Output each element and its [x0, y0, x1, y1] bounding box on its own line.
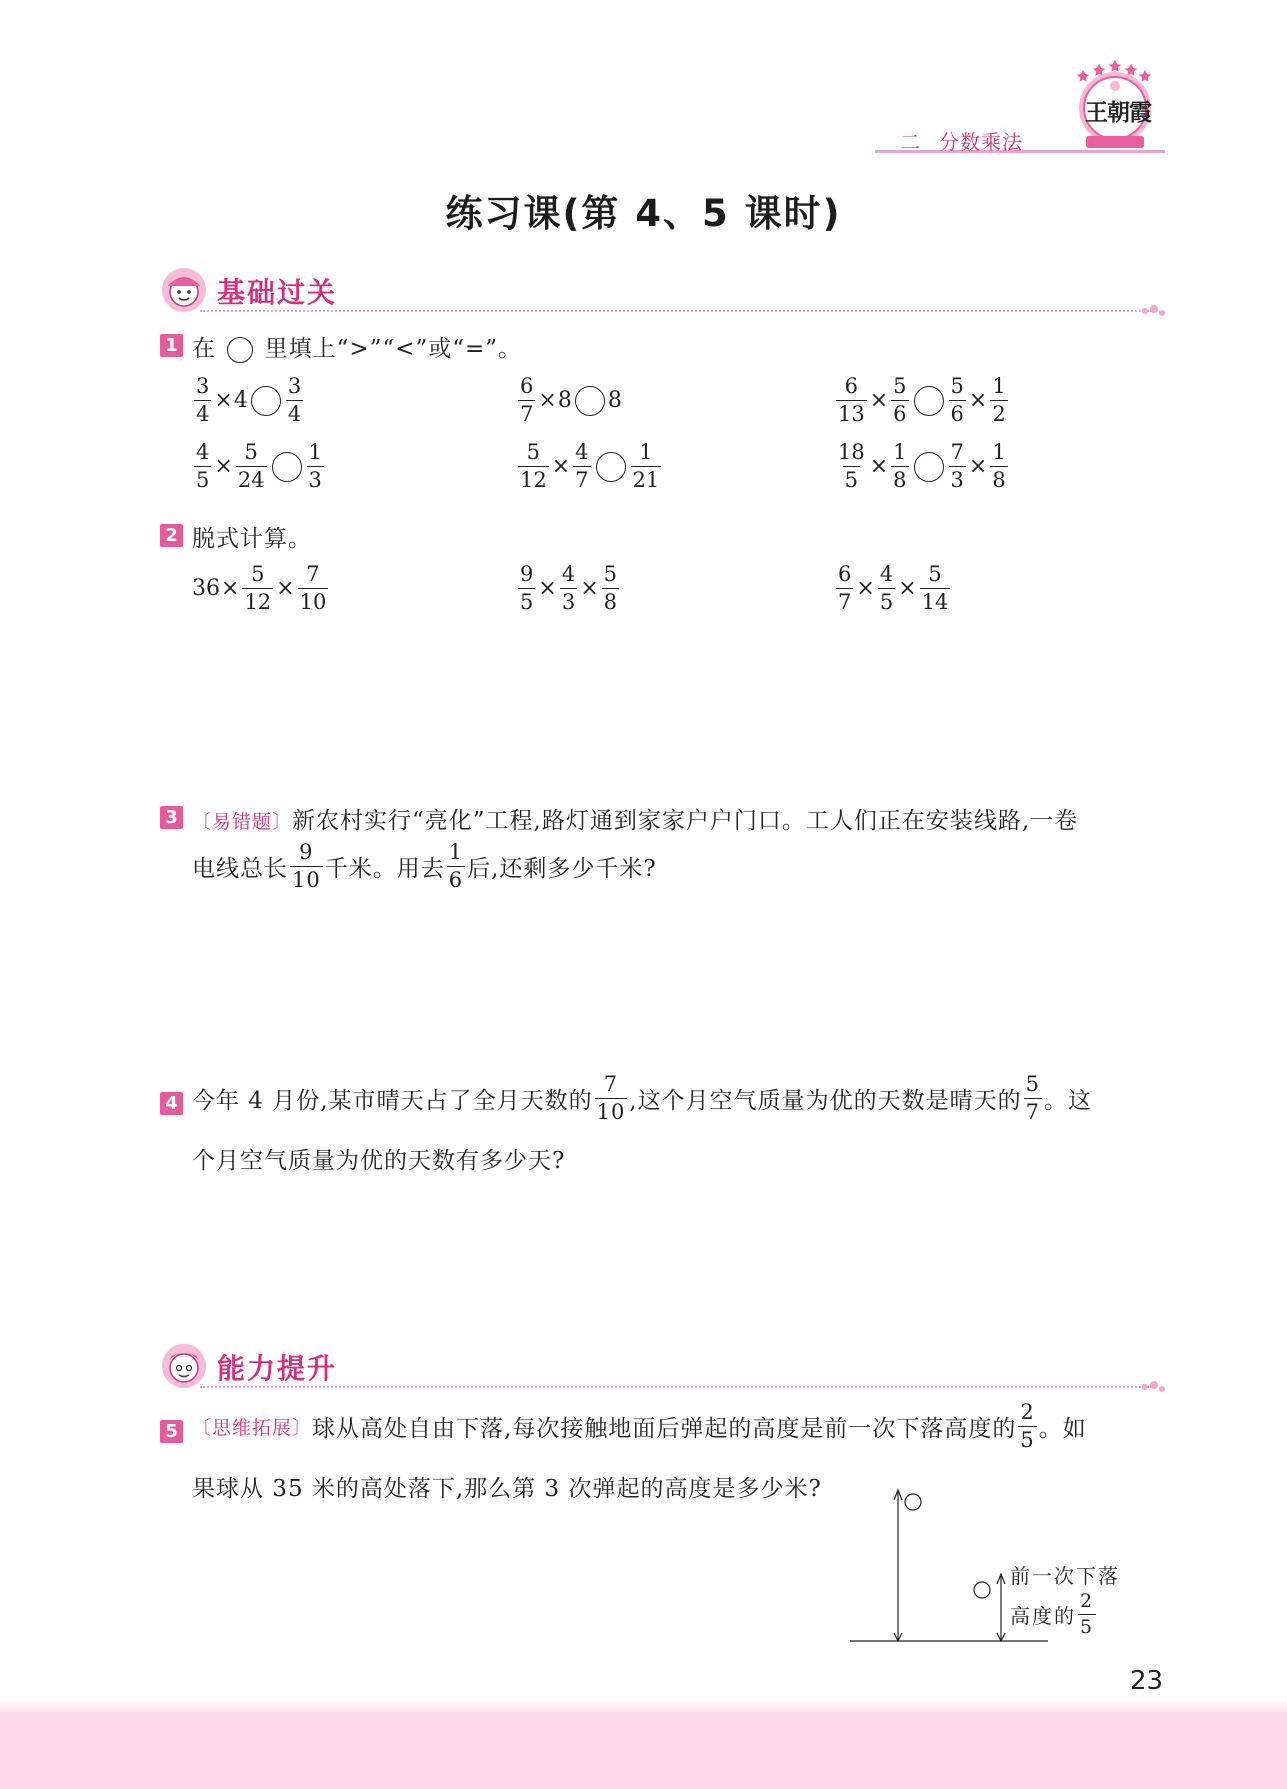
answer-circle[interactable]	[914, 386, 944, 416]
numerator: 1	[308, 440, 322, 464]
q5-tag: 〔思维拓展〕	[192, 1417, 313, 1439]
blank-circle[interactable]	[227, 337, 253, 363]
header-section-title	[900, 126, 1023, 155]
numerator: 7	[306, 562, 320, 586]
fraction	[286, 376, 303, 425]
q2-expr-1: 36 × $\frac{5}{12}$ × $\frac{7}{10}$	[192, 562, 327, 614]
question-number-1: 1	[160, 334, 183, 357]
numerator: 1	[448, 840, 464, 864]
q3-text: 新农村实行“亮化”工程,路灯通到家家户户门口。工人们正在安装线路,一卷	[292, 808, 1079, 834]
decorative-dots-icon	[1140, 1380, 1166, 1394]
fraction	[447, 842, 465, 891]
denominator: 10	[596, 1100, 626, 1124]
denominator: 8	[893, 468, 907, 492]
multiply-sign: ×	[869, 454, 889, 479]
diagram-label-line-1: 前一次下落	[1010, 1564, 1120, 1588]
fraction	[236, 442, 267, 491]
numerator: 4	[879, 562, 894, 586]
numerator: 1	[893, 440, 907, 464]
numerator: 18	[838, 440, 865, 464]
denominator: 8	[603, 590, 617, 614]
q1-expr-1-2: $\frac{6}{7}$ × 8 8	[520, 374, 622, 426]
fraction	[518, 564, 535, 613]
numerator: 3	[287, 374, 302, 398]
denominator: 5	[844, 468, 859, 492]
numerator: 6	[844, 374, 859, 398]
section-title-advanced: 能力提升	[217, 1352, 338, 1385]
page-number: 23	[1130, 1666, 1164, 1696]
q1-expr-2-2	[516, 442, 663, 491]
fraction	[836, 442, 867, 491]
denominator: 8	[992, 468, 1006, 492]
fraction	[1024, 1074, 1042, 1123]
fraction	[518, 442, 549, 491]
multiply-sign: ×	[898, 576, 917, 601]
fraction	[891, 442, 908, 491]
multiply-sign: ×	[214, 454, 233, 479]
q3-tag: 〔易错题〕	[192, 811, 293, 833]
denominator: 3	[950, 468, 964, 492]
denominator: 3	[308, 468, 322, 492]
question-number-3: 3	[160, 806, 183, 829]
denominator: 10	[292, 868, 321, 892]
footer-band	[0, 1712, 1287, 1789]
denominator: 7	[1025, 1100, 1040, 1124]
q2-expr-2	[516, 564, 621, 613]
numerator: 6	[520, 374, 534, 398]
fraction	[878, 564, 895, 613]
numerator: 5	[603, 562, 617, 586]
section-title: 分数乘法	[939, 130, 1023, 154]
denominator: 6	[448, 868, 464, 892]
denominator: 12	[520, 468, 547, 492]
denominator: 14	[921, 590, 949, 614]
numerator: 5	[893, 374, 907, 398]
denominator: 5	[520, 590, 534, 614]
numerator: 5	[244, 440, 258, 464]
q1-prompt-before: 在	[192, 336, 216, 362]
fraction	[836, 564, 853, 613]
fraction	[595, 1074, 628, 1123]
numerator: 9	[299, 840, 314, 864]
fraction	[949, 376, 966, 425]
numerator: 5	[1025, 1072, 1040, 1096]
fraction	[602, 564, 619, 613]
question-number-4: 4	[160, 1092, 183, 1115]
q5-line-1: 〔思维拓展〕 球从高处自由下落,每次接触地面后弹起的高度是前一次下落高度的 $\frac{2}{5}$ 。如	[192, 1400, 1087, 1452]
q1-prompt-after: 里填上“>”“<”或“=”。	[264, 336, 522, 362]
denominator: 7	[520, 402, 534, 426]
denominator: 2	[992, 402, 1006, 426]
denominator: 21	[632, 468, 660, 492]
fraction	[290, 842, 323, 891]
numerator: 5	[526, 440, 541, 464]
denominator: 4	[196, 402, 210, 426]
denominator: 4	[287, 402, 302, 426]
fraction	[836, 376, 867, 425]
fraction	[920, 564, 951, 613]
answer-circle[interactable]	[251, 386, 281, 416]
denominator: 13	[838, 402, 865, 426]
fraction	[307, 442, 324, 491]
q3-line-1	[192, 802, 1078, 835]
fraction	[1078, 1592, 1096, 1637]
fraction	[1018, 1402, 1036, 1451]
denominator: 6	[893, 402, 907, 426]
question-number-2: 2	[160, 524, 183, 547]
multiply-sign: ×	[968, 454, 988, 479]
section-divider	[200, 1386, 1152, 1388]
fraction	[573, 442, 590, 491]
numerator: 4	[575, 440, 589, 464]
numerator: 4	[561, 562, 576, 586]
multiply-sign: ×	[276, 576, 295, 601]
q2-expr-3	[834, 564, 952, 613]
section-header-advanced	[160, 1342, 1160, 1394]
denominator: 5	[879, 590, 894, 614]
multiply-sign: ×	[221, 576, 240, 601]
answer-circle[interactable]	[914, 452, 944, 482]
fraction	[631, 442, 662, 491]
bounce-diagram	[840, 1478, 1160, 1648]
denominator: 7	[575, 468, 589, 492]
fraction	[949, 442, 966, 491]
multiply-sign: ×	[538, 388, 557, 413]
denominator: 5	[1020, 1428, 1035, 1452]
denominator: 3	[561, 590, 576, 614]
numerator: 9	[520, 562, 534, 586]
q2-prompt: 脱式计算。	[192, 526, 312, 552]
decorative-dots-icon	[1140, 304, 1166, 318]
q3-line-2: 电线总长 $\frac{9}{10}$ 千米。用去 $\frac{1}{6}$ 后,还剩多少千米?	[192, 840, 657, 892]
fraction	[560, 564, 577, 613]
section-title-basic: 基础过关	[217, 276, 338, 309]
section-divider	[200, 310, 1152, 312]
q1-expr-2-1	[192, 442, 326, 491]
denominator: 10	[299, 590, 327, 614]
numerator: 7	[950, 440, 964, 464]
denominator: 6	[950, 402, 964, 426]
numerator: 4	[196, 440, 210, 464]
answer-circle[interactable]	[575, 386, 605, 416]
numerator: 5	[928, 562, 942, 586]
question-number-5: 5	[160, 1420, 183, 1443]
denominator: 5	[1080, 1616, 1095, 1638]
numerator: 5	[251, 562, 265, 586]
section-number: 二	[900, 130, 921, 154]
q1-expr-1-1: $\frac{3}{4}$ × 4 $\frac{3}{4}$	[196, 374, 302, 426]
fraction	[990, 376, 1007, 425]
multiply-sign: ×	[551, 454, 571, 479]
multiply-sign: ×	[968, 388, 988, 413]
q5-line-2: 果球从 35 米的高处落下,那么第 3 次弹起的高度是多少米?	[192, 1476, 822, 1502]
fraction	[518, 376, 535, 425]
fraction	[891, 376, 908, 425]
numerator: 1	[992, 440, 1006, 464]
numerator: 3	[196, 374, 210, 398]
fraction	[990, 442, 1007, 491]
denominator: 24	[237, 468, 265, 492]
fraction	[194, 376, 211, 425]
diagram-label-line-2: 高度的 $\frac{2}{5}$	[1010, 1590, 1095, 1638]
multiply-sign: ×	[538, 576, 557, 601]
numerator: 1	[639, 440, 653, 464]
numerator: 7	[603, 1072, 619, 1096]
multiply-sign: ×	[580, 576, 599, 601]
numerator: 2	[1020, 1400, 1035, 1424]
fraction	[242, 564, 273, 613]
answer-circle[interactable]	[272, 452, 302, 482]
multiply-sign: ×	[869, 388, 889, 413]
girl-avatar-icon	[160, 266, 208, 314]
numerator: 5	[950, 374, 964, 398]
denominator: 5	[196, 468, 210, 492]
q4-line-1: 今年 4 月份,某市晴天占了全月天数的 $\frac{7}{10}$ ,这个月空气质量为优的天数是晴天的 $\frac{5}{7}$ 。这	[192, 1072, 1092, 1124]
numerator: 6	[838, 562, 852, 586]
numerator: 2	[1080, 1590, 1095, 1612]
q1-expr-2-3	[834, 442, 1010, 491]
page-title: 练习课(第 4、5 课时)	[445, 192, 842, 235]
denominator: 12	[244, 590, 272, 614]
section-header-basic	[160, 266, 1160, 318]
q4-line-2: 个月空气质量为优的天数有多少天?	[192, 1148, 566, 1174]
fraction	[194, 442, 211, 491]
multiply-sign: ×	[214, 388, 233, 413]
q1-expr-1-3	[834, 376, 1010, 425]
denominator: 7	[838, 590, 852, 614]
fraction	[298, 564, 329, 613]
q1-prompt	[192, 330, 522, 363]
answer-circle[interactable]	[596, 452, 626, 482]
boy-avatar-icon	[160, 1342, 208, 1390]
numerator: 1	[992, 374, 1006, 398]
multiply-sign: ×	[856, 576, 875, 601]
brand-logo-text: 王朝霞	[1085, 99, 1151, 126]
